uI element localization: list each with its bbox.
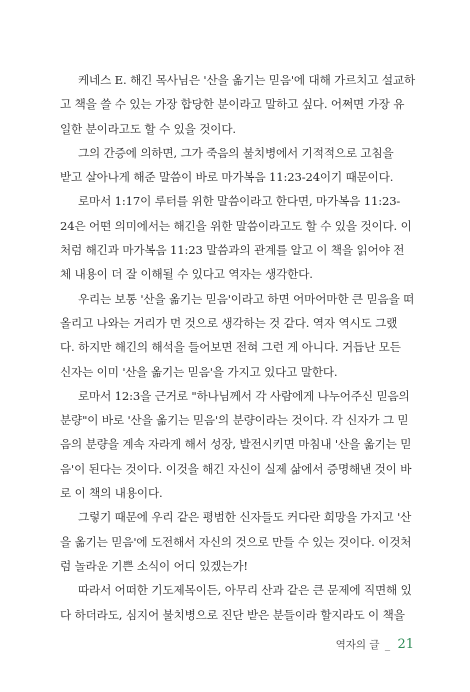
text-line: 그의 간증에 의하면, 그가 죽음의 불치병에서 기적적으로 고침을 [78, 145, 394, 160]
text-line: 음의 분량을 계속 자라게 해서 성장, 발전시키면 마침내 '산을 옮기는 믿 [60, 437, 412, 452]
text-line: 로마서 1:17이 루터를 위한 말씀이라고 한다면, 마가복음 11:23- [78, 194, 401, 209]
text-line: 받고 살아나게 해준 말씀이 바로 마가복음 11:23-24이기 때문이다. [60, 170, 394, 185]
section-label: 역자의 글 [335, 639, 380, 651]
page-number: 21 [397, 637, 414, 652]
text-line: 따라서 어떠한 기도제목이든, 아무리 산과 같은 큰 문제에 직면해 있 [78, 583, 412, 598]
text-line: 로 이 책의 내용이다. [60, 486, 163, 501]
text-line: 올리고 나와는 거리가 먼 것으로 생각하는 것 같다. 역자 역시도 그랬 [60, 315, 398, 330]
text-line: 고 책을 쓸 수 있는 가장 합당한 분이라고 말하고 싶다. 어쩌면 가장 유 [60, 97, 405, 112]
page-footer [336, 637, 414, 652]
text-line: 을 옮기는 믿음'에 도전해서 자신의 것으로 만들 수 있는 것이다. 이것처 [60, 534, 412, 549]
text-line: 일한 분이라고도 할 수 있을 것이다. [60, 121, 236, 136]
text-line: 로마서 12:3을 근거로 "하나님께서 각 사람에게 나누어주신 믿음의 [78, 388, 410, 403]
text-line: 케네스 E. 해긴 목사님은 '산을 옮기는 믿음'에 대해 가르치고 설교하 [78, 73, 416, 87]
text-line: 럼 놀라운 기쁜 소식이 어디 있겠는가! [60, 558, 248, 573]
text-line: 다 하더라도, 심지어 불치병으로 진단 받은 분들이라 할지라도 이 책을 [60, 607, 405, 622]
text-line: 다. 하지만 해긴의 해석을 들어보면 전혀 그런 게 아니다. 거듭난 모든 [60, 340, 401, 355]
body-text [60, 68, 416, 627]
text-line: 그렇기 때문에 우리 같은 평범한 신자들도 커다란 희망을 가지고 '산 [78, 510, 412, 525]
footer-separator: _ [384, 639, 391, 651]
text-line: 우리는 보통 '산을 옮기는 믿음'이라고 하면 어마어마한 큰 믿음을 떠 [78, 291, 415, 306]
text-line: 신자는 이미 '산을 옮기는 믿음'을 가지고 있다고 말한다. [60, 364, 338, 379]
text-line: 체 내용이 더 잘 이해될 수 있다고 역자는 생각한다. [60, 267, 313, 282]
text-line: 처럼 해긴과 마가복음 11:23 말씀과의 관계를 알고 이 책을 읽어야 전 [60, 243, 405, 258]
text-line: 음'이 된다는 것이다. 이것을 해긴 자신이 실제 삶에서 증명해낸 것이 바 [60, 461, 412, 476]
text-line: 분량"이 바로 '산을 옮기는 믿음'의 분량이라는 것이다. 각 신자가 그 믿 [60, 413, 409, 428]
text-line: 24은 어떤 의미에서는 해긴을 위한 말씀이라고도 할 수 있을 것이다. 이 [60, 218, 412, 233]
